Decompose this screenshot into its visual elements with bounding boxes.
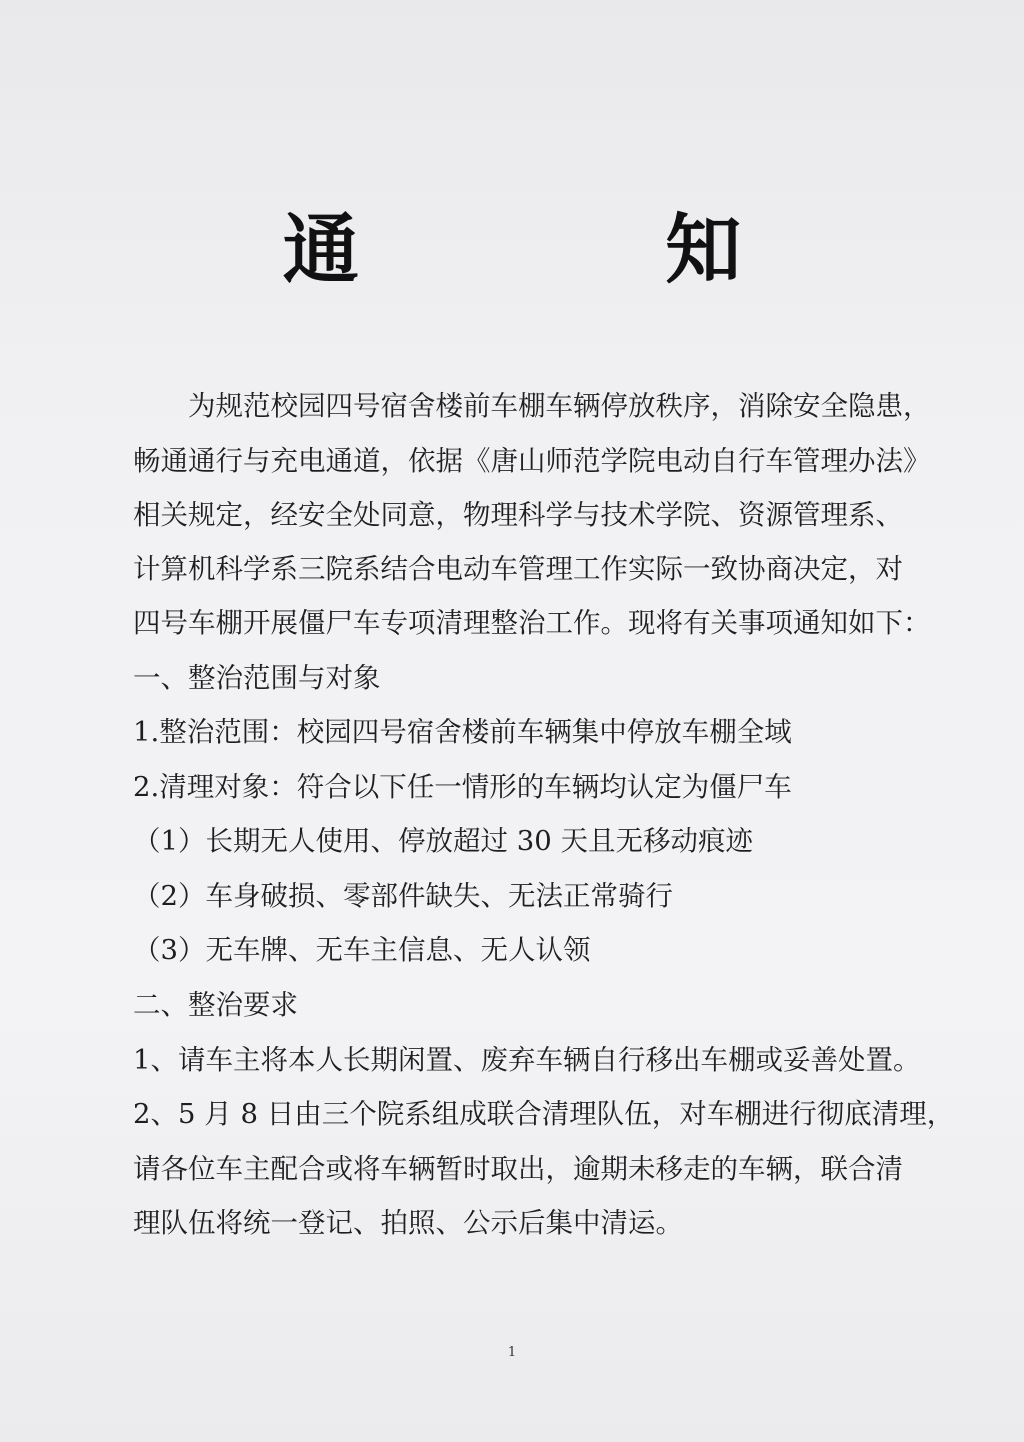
body-line-5: 四号车棚开展僵尸车专项清理整治工作。现将有关事项通知如下： — [133, 607, 931, 639]
sub-item-2: （2）车身破损、零部件缺失、无法正常骑行 — [133, 880, 673, 912]
section-heading-2: 二、整治要求 — [133, 989, 298, 1021]
page-title: 通 知 — [282, 205, 882, 294]
requirement-2-cont-1: 请各位车主配合或将车辆暂时取出，逾期未移走的车辆，联合清 — [133, 1153, 903, 1185]
body-line-4: 计算机科学系三院系结合电动车管理工作实际一致协商决定，对 — [133, 553, 903, 585]
list-item-scope: 1.整治范围：校园四号宿舍楼前车辆集中停放车棚全域 — [133, 716, 792, 748]
requirement-2-cont-2: 理队伍将统一登记、拍照、公示后集中清运。 — [133, 1207, 683, 1239]
sub-item-3: （3）无车牌、无车主信息、无人认领 — [133, 934, 591, 966]
section-heading-1: 一、整治范围与对象 — [133, 662, 381, 694]
page-number: 1 — [507, 1345, 517, 1360]
requirement-1: 1、请车主将本人长期闲置、废弃车辆自行移出车棚或妥善处置。 — [133, 1044, 921, 1076]
body-line-3: 相关规定，经安全处同意，物理科学与技术学院、资源管理系、 — [133, 499, 903, 531]
requirement-2: 2、5 月 8 日由三个院系组成联合清理队伍，对车棚进行彻底清理， — [133, 1098, 955, 1130]
body-line-1: 为规范校园四号宿舍楼前车棚车辆停放秩序，消除安全隐患， — [188, 390, 931, 422]
sub-item-1: （1）长期无人使用、停放超过 30 天且无移动痕迹 — [133, 825, 753, 857]
list-item-target: 2.清理对象：符合以下任一情形的车辆均认定为僵尸车 — [133, 771, 792, 803]
body-line-2: 畅通通行与充电通道，依据《唐山师范学院电动自行车管理办法》 — [133, 445, 931, 477]
